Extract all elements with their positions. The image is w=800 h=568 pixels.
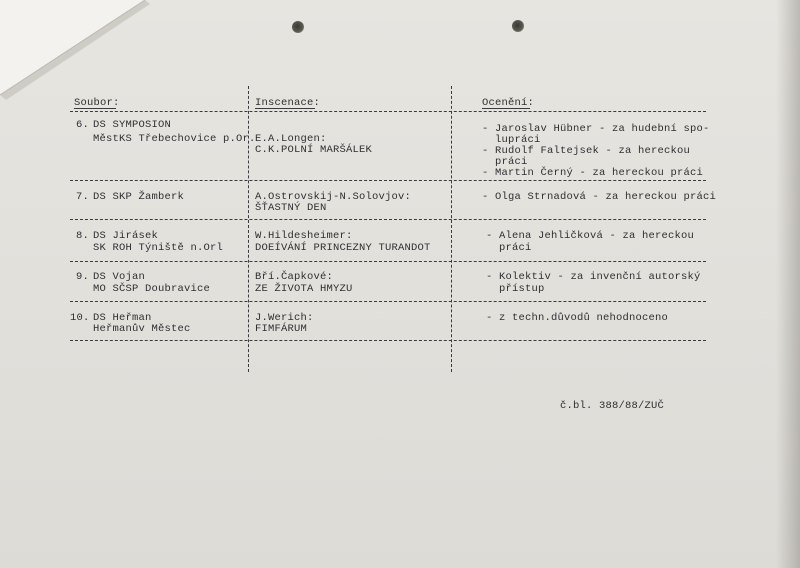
soubor-line: DS SYMPOSION [93,119,172,131]
soubor-line: DS Jirásek [93,230,159,242]
soubor-line: DS Vojan [93,271,146,283]
row-separator-header [70,111,706,112]
oceneni-line: - Martin Černý - za hereckou práci [482,167,704,179]
row-number: 9. [76,271,90,283]
document-reference: č.bl. 388/88/ZUČ [560,400,665,412]
oceneni-line: práci [482,156,528,168]
row-number: 10. [70,312,90,324]
header-oceneni-underline [482,108,530,109]
inscenace-line: C.K.POLNÍ MARŠÁLEK [255,144,373,156]
folded-corner [0,0,200,110]
inscenace-line: J.Werich: [255,312,314,324]
oceneni-line: práci [486,242,532,254]
row-separator-7 [70,219,706,220]
row-separator-8 [70,261,706,262]
soubor-line: MO SČSP Doubravice [93,283,211,295]
header-soubor-underline [74,108,116,109]
inscenace-line: Bří.Čapkové: [255,271,334,283]
soubor-line: DS Heřman [93,312,152,324]
page-edge-shadow [776,0,800,568]
inscenace-line: FIMFÁRUM [255,323,308,335]
row-number: 8. [76,230,90,242]
punch-hole-left [292,21,304,33]
oceneni-line: přístup [486,283,545,295]
header-inscenace: Inscenace: [255,97,321,109]
column-separator-2 [451,86,452,372]
oceneni-line: lupráci [482,134,541,146]
soubor-line: DS SKP Žamberk [93,191,185,203]
inscenace-line: ZE ŽIVOTA HMYZU [255,283,353,295]
row-number: 6. [76,119,90,131]
soubor-line: MěstKS Třebechovice p.Or. [93,133,256,145]
oceneni-line: - z techn.důvodů nehodnoceno [486,312,669,324]
header-inscenace-underline [255,108,315,109]
oceneni-line: - Rudolf Faltejsek - za hereckou [482,145,691,157]
oceneni-line: - Kolektiv - za invenční autorský [486,271,701,283]
inscenace-line: DOEÍVÁNÍ PRINCEZNY TURANDOT [255,242,431,254]
row-separator-10 [70,340,706,341]
inscenace-line: W.Hildesheimer: [255,230,353,242]
header-oceneni: Ocenění: [482,97,535,109]
row-number: 7. [76,191,90,203]
inscenace-line: E.A.Longen: [255,133,327,145]
inscenace-line: ŠŤASTNÝ DEN [255,202,327,214]
row-separator-9 [70,301,706,302]
column-separator-1 [248,86,249,372]
oceneni-line: - Olga Strnadová - za hereckou práci [482,191,717,203]
oceneni-line: - Alena Jehličková - za hereckou [486,230,695,242]
header-soubor: Soubor: [74,97,120,109]
oceneni-line: - Jaroslav Hübner - za hudební spo- [482,123,710,135]
inscenace-line: A.Ostrovskij-N.Solovjov: [255,191,412,203]
row-separator-6 [70,180,706,181]
punch-hole-right [512,20,524,32]
soubor-line: SK ROH Týniště n.Orl [93,242,224,254]
soubor-line: Heřmanův Městec [93,323,191,335]
